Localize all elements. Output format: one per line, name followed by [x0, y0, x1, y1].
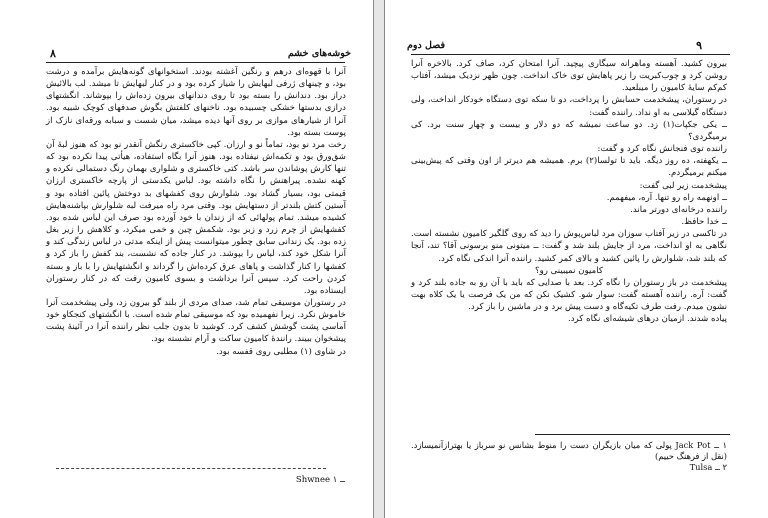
page-number: ۹ — [696, 38, 702, 52]
right-page — [384, 0, 758, 518]
paragraph: پیشخدمت در باز رستوران را نگاه کرد. بعد با صدایی که باید با آن رو به جاده بلند کرد و گفت: آره. راننده آهسته گفت: سوار شو. کشیک نکن که من یک فرصت یا یک کلاه بهت نشون میدم. رفت طرف تکیه‌گاه و دست پیش برد و در ماشین را باز کرد. — [411, 277, 727, 313]
left-page-body — [46, 66, 346, 358]
paragraph: راننده درخانه‌ای دورتر ماند. — [630, 204, 727, 215]
paragraph: پیاده شدند. ازمیان درهای شیشه‌ای نگاه کرد. — [567, 314, 727, 325]
paragraph: راننده توی فنجانش نگاه کرد و گفت: — [597, 144, 727, 155]
paragraph: در رستوران، پیشخدمت حسابش را پرداخت، دو تا سکه توی دستگاه خودکار انداخت، ولی دستگاه گیلاسی به او نداد. راننده گفت: — [411, 95, 727, 118]
right-page-header — [385, 36, 758, 54]
paragraph: رخت مرد نو بود، تماماً نو و ارزان. کپی خاکستری رنگش آنقدر نو بود که هنوز لبهٔ آن شق‌ورق بود و تکمه‌اش نیفتاده بود. هنوز آنرا بگاه استفاده، هیأتی پیدا نکرده بود که تنها کارش پوشاندن سر باشد. کتی خاکستری و شلواری بهمان رنگ دستمالی نکرده و کهنه نشده. پیراهنش را نگاه داشته بود. لباس یکدستی از پارچه خاکستری ارزان قیمتی بود، بسیار گشاد بود. شلوارش روی کفشهای بد دوختش پائین افتاده بود و آستین کتش بلندتر از دستهایش بود. وقتی مرد راه میرفت لبه شلوارش بپاشنه‌هایش کشیده میشد. تمام پولهائی که از زندان با خود آورده بود صرف این لباس شده بود. کفشهایش از چرم زرد و زبر بود. شکمش چین و خمی میکرد، و کلاهش را زیر بغل زده بود. یک زندانی سابق چطور میتوانست پیش از اینکه مدتی در لباس زندگی کند و آنرا شکل خود کند، لباس را بپوشد. در کنار جاده که نشست، بند کفش را باز کرد و کفشها را کنار گذاشت و پاهای عرق کرده‌اش را گرداند و انگشتهایش را با باز و بسته کردن راحت کرد. سپس آنرا برداشت و بسوی کامیون رفت که در کنار رستوران ایستاده بود. — [46, 139, 346, 296]
paragraph: در رستوران موسیقی تمام شد، صدای مردی از بلند گو بیرون زد، ولی پیشخدمت آنرا خاموش نکرد. زیرا نفهمیده بود که موسیقی تمام شده است. با انگشتهای کنجکاو خود آماسی پشت گوشش کشف کرد. کوشید تا بدون جلب نظر راننده آنرا در آئینهٔ پشت پیشخوان ببیند. رانندهٔ کامیون ساکت و آرام نشسته بود. — [46, 297, 346, 345]
running-title: فصل دوم — [407, 39, 445, 51]
footnote-rule — [535, 434, 730, 435]
running-title: خوشه‌های خشم — [287, 47, 351, 59]
paragraph: کامیون نمیبینی رو؟ — [535, 265, 603, 276]
book-gutter — [374, 0, 384, 518]
header-rule — [411, 54, 730, 55]
left-page — [0, 0, 374, 518]
paragraph: ــ یکی جکپات(۱) زد. دو ساعت نمیشه که دو دلار و بیست و چهار سنت برد. کی برمیگردی؟ — [411, 119, 728, 142]
footnotes — [411, 440, 727, 473]
footnote: ۱ ــ Jack Pot پولی که میان بازیگران دست را منوط بشانس نو سرباز یا بهترازآنمیسازد. (نقل از فرهنگ حییم) — [411, 440, 727, 461]
paragraph: آنرا با قهوه‌ای درهم و رنگین آغشته بودند. استخوانهای گونه‌هایش برآمده و درشت بود، و چینهای ژرفی لبهایش را شیار کرده بود و در کنار لبهایش تا میشد. لب بالائیش دراز بود. دندانش را بسته بود تا روی دندانهای بیرون زده‌اش را بپوشاند. انگشتهای درازی بدستها خشکی چسبیده بود. ناخنهای کلفتش بگوش صدفهای کوچک شبیه بود. آنرا از شیارهای موازی بر روی آنها دیده میشد، میان شست و سبابه ورقه‌ای نازک از پوست بسته بود. — [46, 67, 346, 138]
left-page-header — [0, 44, 373, 62]
footnote: ۲ ــ Tulsa — [689, 462, 727, 472]
right-page-body — [411, 58, 727, 325]
paragraph: ــ یکهفته، ده روز دیگه. باید تا تولسا(۲) برم. همیشه هم دیرتر از اون وقتی که پیش‌بینی میکنم برمیگردم. — [411, 156, 728, 179]
paragraph: در شاوی (۱) مطلبی روی قفسه بود. — [216, 346, 346, 357]
paragraph: بیرون کشید. آهسته وماهرانه سیگاری پیچید. آنرا امتحان کرد، صاف کرد. بالاخره آنرا روشن کرد و چوب‌کبریت را زیر پاهایش توی خاک انداخت. چون ظهر نزدیک میشد، آفتاب کم‌کم سایهٔ کامیون را میبلعید. — [411, 59, 727, 94]
header-rule — [46, 62, 345, 63]
paragraph: در تاکسی در زیر آفتاب سوزان مرد لباس‌پوش را دید که روی گلگیر کامیون نشسته است. نگاهی به او انداخت، مرد از جایش بلند شد و گفت: ــ میتونی منو برسونی آقا؟ تند، آنجا که بلند شد، شلوارش را پائین کشید و بالای کمر کشید. راننده آنرا اندکی نگاه کرد. — [411, 229, 727, 264]
paragraph: پیشخدمت زیر لبی گفت: — [639, 180, 727, 191]
paragraph: ــ خدا حافظ. — [681, 217, 727, 228]
footnote: Shwnee ــ ۱ — [295, 475, 345, 485]
paragraph: ــ اونهمه راه رو تنها. آره، میفهمم. — [606, 192, 727, 203]
footnote-rule — [56, 468, 326, 469]
page-number: ۸ — [50, 46, 56, 60]
